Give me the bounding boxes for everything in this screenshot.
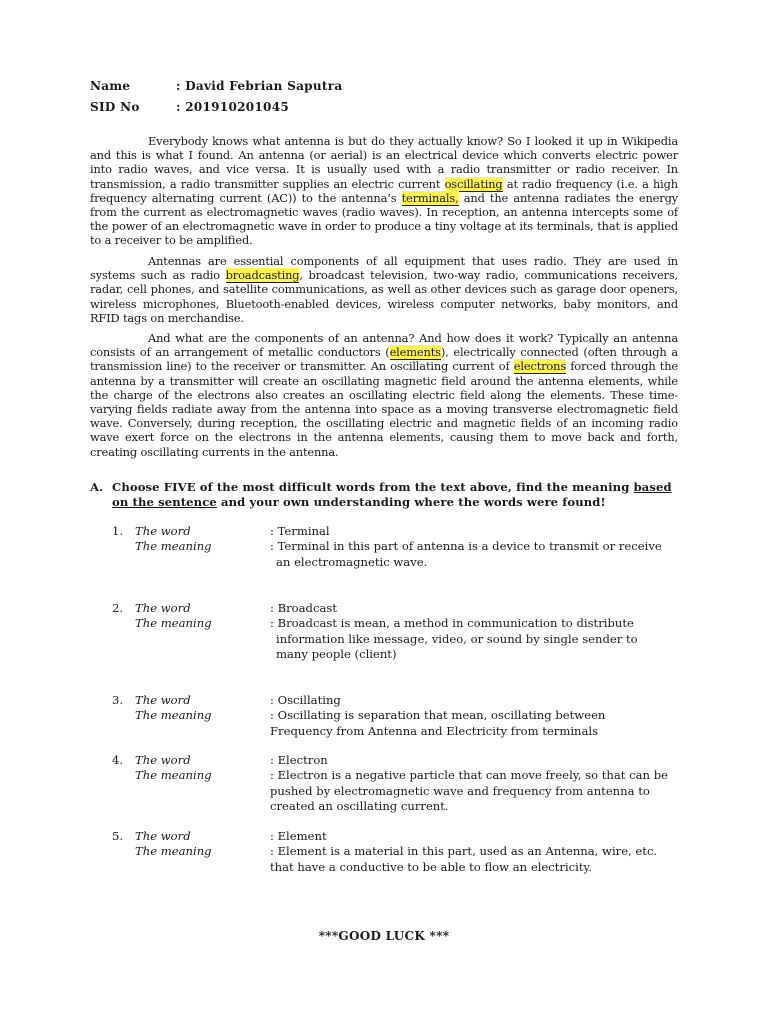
meaning-label: The meaning — [135, 708, 212, 723]
meaning-text: : Oscillating is separation that mean, oscillating between — [270, 708, 606, 723]
paragraph-text: and the antenna radiates the energy from the current as electromagnetic waves (radio waves). In reception, an antenna intercepts some of the power of an electromagnetic wave in order to produce a tiny voltage at its terminals, that is applied to a receiver to be amplified. — [90, 190, 678, 248]
paragraph-text: forced through the antenna by a transmitter will create an oscillating magnetic field around the antenna elements, while the charge of the electrons also creates an oscillating electric field along the elements. These time-varying fields radiate away from the antenna into space as a moving transverse electromagnetic field wave. Conversely, during reception, the oscillating electric and magnetic fields of an incoming radio wave exert force on the electrons in the antenna elements, causing them to move back and forth, creating oscillating currents in the antenna. — [90, 359, 678, 459]
word-label: The word — [135, 524, 191, 538]
name-value: : David Febrian Saputra — [176, 79, 343, 93]
word-label: The word — [135, 601, 191, 615]
sid-row — [90, 100, 289, 114]
meaning-text: : Broadcast is mean, a method in communication to distribute — [270, 616, 634, 631]
item-number: 5. — [112, 829, 124, 843]
good-luck-footer: ***GOOD LUCK *** — [318, 929, 450, 943]
word-value: : Electron — [270, 753, 328, 767]
name-label: Name — [90, 79, 131, 93]
word-value: : Broadcast — [270, 601, 337, 615]
meaning-text: an electromagnetic wave. — [276, 554, 428, 569]
meaning-text: : Terminal in this part of antenna is a device to transmit or receive — [270, 539, 662, 554]
sid-value: : 201910201045 — [176, 100, 290, 114]
highlighted-word: oscillating — [444, 176, 503, 191]
meaning-label: The meaning — [135, 844, 212, 859]
item-number: 1. — [112, 524, 124, 538]
paragraph-3 — [90, 331, 678, 459]
paragraph-text: at radio frequency (i.e. a high frequency alternating current (AC)) to the antenna’s — [90, 176, 678, 205]
task-letter: A. — [90, 480, 104, 494]
item-number: 2. — [112, 601, 124, 615]
word-value: : Oscillating — [270, 693, 341, 707]
meaning-label: The meaning — [135, 539, 212, 554]
paragraph-text: And what are the components of an antenna? And how does it work? Typically an antenna consists of an arrangement of metallic conductors ( — [90, 331, 678, 360]
item-number: 3. — [112, 693, 124, 707]
word-label: The word — [135, 693, 191, 707]
highlighted-word: terminals, — [401, 190, 459, 205]
paragraph-text: Antennas are essential components of all equipment that uses radio. They are used in systems such as radio — [90, 254, 678, 283]
paragraph-text: ), electrically connected (often through a transmission line) to the receiver or transmitter. An oscillating current of — [90, 345, 678, 374]
meaning-text: Frequency from Antenna and Electricity from terminals — [270, 723, 599, 738]
meaning-text: pushed by electromagnetic wave and frequency from antenna to — [270, 783, 650, 798]
word-value: : Terminal — [270, 524, 330, 538]
word-label: The word — [135, 829, 191, 843]
meaning-text: that have a conductive to be able to flow an electricity. — [270, 859, 593, 874]
paragraph-text: , broadcast television, two-way radio, communications receivers, radar, cell phones, and satellite communications, as well as other devices such as garage door openers, wireless microphones, Bluetooth-enabled devices, wireless computer networks, baby monitors, and RFID tags on merchandise. — [90, 268, 678, 325]
highlighted-word: electrons — [513, 359, 567, 374]
meaning-text: : Element is a material in this part, used as an Antenna, wire, etc. — [270, 844, 658, 859]
task-text-before: Choose FIVE of the most difficult words from the text above, find the meaning — [112, 480, 634, 494]
highlighted-word: elements — [389, 345, 441, 360]
meaning-label: The meaning — [135, 616, 212, 631]
sid-label: SID No — [90, 100, 140, 114]
task-instruction — [90, 480, 690, 510]
word-value: : Element — [270, 829, 327, 843]
meaning-label: The meaning — [135, 768, 212, 783]
item-number: 4. — [112, 753, 124, 767]
meaning-text: created an oscillating current. — [270, 799, 449, 814]
highlighted-word: broadcasting — [225, 268, 300, 283]
paragraph-text: Everybody knows what antenna is but do they actually know? So I looked it up in Wikipedia and this is what I found. An antenna (or aerial) is an electrical device which converts electric power into radio waves, and vice versa. It is usually used with a radio transmitter or radio receiver. In transmission, a radio transmitter supplies an electric current — [90, 134, 678, 191]
meaning-text: information like message, video, or sound by single sender to — [276, 631, 638, 646]
paragraph-1 — [90, 134, 678, 248]
meaning-text: many people (client) — [276, 647, 397, 662]
name-row — [90, 79, 342, 93]
task-text-after: and your own understanding where the words were found! — [216, 495, 606, 509]
paragraph-2 — [90, 254, 678, 325]
word-label: The word — [135, 753, 191, 767]
task-text-underlined: based on the sentence — [112, 480, 672, 509]
meaning-text: : Electron is a negative particle that can move freely, so that can be — [270, 768, 668, 783]
